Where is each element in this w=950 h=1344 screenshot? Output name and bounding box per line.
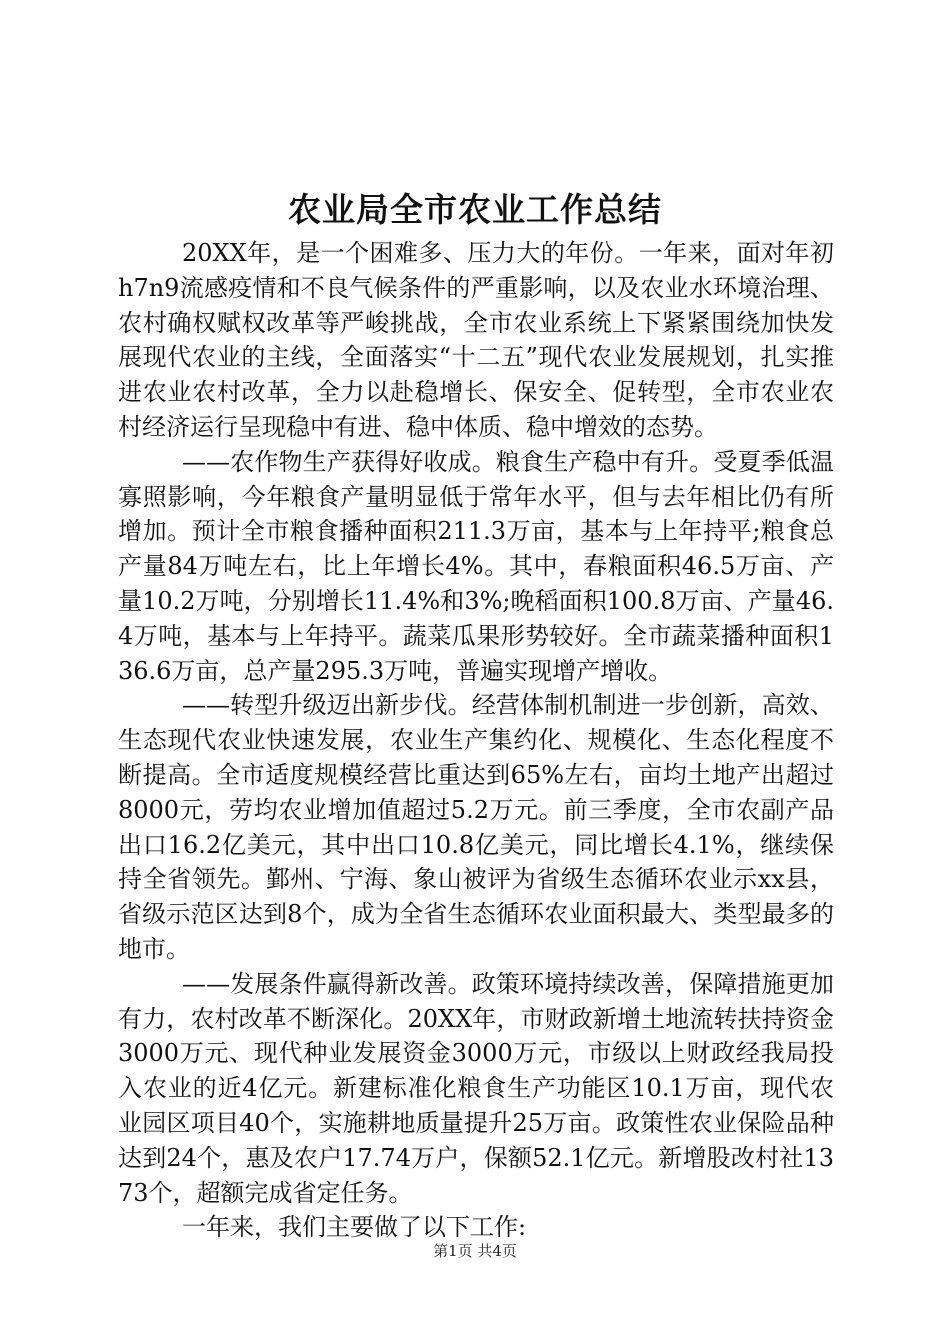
paragraph-intro: 20XX年，是一个困难多、压力大的年份。一年来，面对年初h7n9流感疫情和不良气候条件的严重影响，以及农业水环境治理、农村确权赋权改革等严峻挑战，全市农业系统上下紧紧围绕加快发展现代农业的主线，全面落实“十二五”现代农业发展规划，扎实推进农业农村改革，全力以赴稳增长、保安全、促转型，全市农业农村经济运行呈现稳中有进、稳中体质、稳中增效的态势。 (118, 239, 834, 441)
page-footer: 第1页 共4页 (433, 1242, 517, 1260)
paragraph-transformation: ——转型升级迈出新步伐。经营体制机制进一步创新，高效、生态现代农业快速发展，农业生产集约化、规模化、生态化程度不断提高。全市适度规模经营比重达到65%左右，亩均土地产出超过8000元，劳均农业增加值超过5.2万元。前三季度，全市农副产品出口16.2亿美元，其中出口10.8亿美元，同比增长4.1%，继续保持全省领先。鄞州、宁海、象山被评为省级生态循环农业示xx县，省级示范区达到8个，成为全省生态循环农业面积最大、类型最多的地市。 (118, 691, 834, 963)
document-body (118, 236, 834, 1245)
document-title: 农业局全市农业工作总结 (288, 190, 662, 229)
paragraph-development-conditions: ——发展条件赢得新改善。政策环境持续改善，保障措施更加有力，农村改革不断深化。20XX年，市财政新增土地流转扶持资金3000万元、现代种业发展资金3000万元，市级以上财政经我局投入农业的近4亿元。新建标准化粮食生产功能区10.1万亩，现代农业园区项目40个，实施耕地质量提升25万亩。政策性农业保险品种达到24个，惠及农户17.74万户，保额52.1亿元。新增股改村社1373个，超额完成省定任务。 (118, 969, 834, 1207)
paragraph-work-intro: 一年来，我们主要做了以下工作: (182, 1213, 527, 1242)
paragraph-crop-production: ——农作物生产获得好收成。粮食生产稳中有升。受夏季低温寡照影响，今年粮食产量明显低于常年水平，但与去年相比仍有所增加。预计全市粮食播种面积211.3万亩，基本与上年持平;粮食总产量84万吨左右，比上年增长4%。其中，春粮面积46.5万亩、产量10.2万吨，分别增长11.4%和3%;晚稻面积100.8万亩、产量46.4万吨，基本与上年持平。蔬菜瓜果形势较好。全市蔬菜播种面积136.6万亩，总产量295.3万吨，普遍实现增产增收。 (118, 447, 834, 685)
